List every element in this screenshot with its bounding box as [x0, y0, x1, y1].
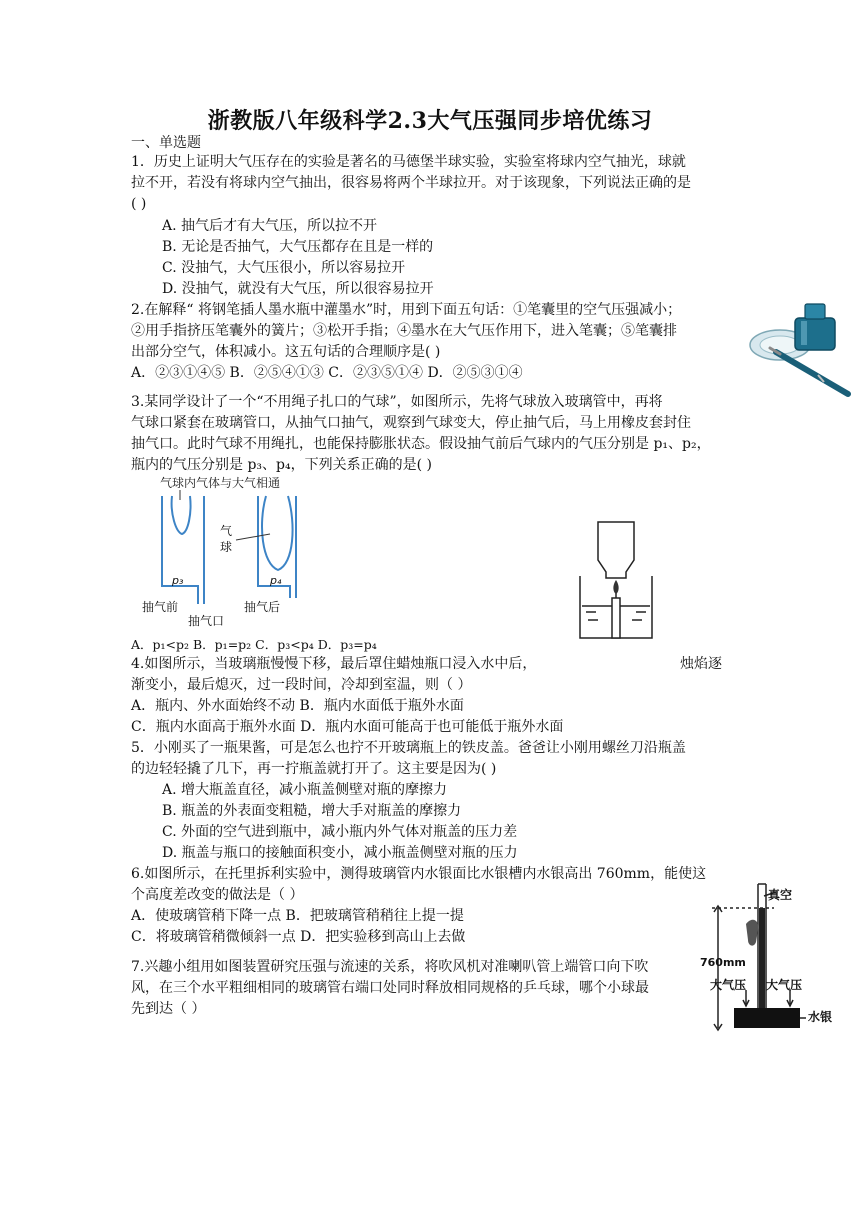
q3-line-3: 抽气口。此时气球不用绳扎，也能保持膨胀状态。假设抽气前后气球内的气压分别是 p₁、p₂， — [131, 436, 711, 452]
q6-options-ab: A．使玻璃管稍下降一点 B．把玻璃管稍稍往上提一提 — [131, 908, 464, 924]
torricelli-figure — [700, 880, 840, 1040]
q4-line-2: 渐变小，最后熄灭，过一段时间，冷却到室温，则（ ） — [131, 677, 472, 693]
q5-line-1: 5．小刚买了一瓶果酱，可是怎么也拧不开玻璃瓶上的铁皮盖。爸爸让小刚用螺丝刀沿瓶盖 — [131, 740, 686, 756]
q3-line-1: 3.某同学设计了一个“不用绳子扎口的气球”，如图所示，先将气球放入玻璃管中，再将 — [131, 394, 663, 410]
q1-line-3: ( ) — [131, 196, 147, 212]
candle-bottle-figure — [576, 520, 656, 644]
q5-option-c: C. 外面的空气进到瓶中，减小瓶内外气体对瓶盖的压力差 — [162, 824, 518, 840]
q5-line-2: 的边轻轻撬了几下，再一拧瓶盖就打开了。这主要是因为( ) — [131, 761, 497, 777]
fig-p4-label: p₄ — [270, 574, 282, 587]
height-label: 760mm — [700, 956, 746, 969]
q6-line-2: 个高度差改变的做法是（ ） — [131, 887, 304, 903]
atm-right-label: 大气压 — [766, 978, 803, 992]
q2-line-2: ②用手指挤压笔囊外的簧片；③松开手指；④墨水在大气压作用下，进入笔囊；⑤笔囊排 — [131, 323, 677, 339]
vacuum-label: 真空 — [768, 888, 793, 902]
fig-top-label: 气球内气体与大气相通 — [160, 476, 281, 490]
q1-line-2: 拉不开，若没有将球内空气抽出，很容易将两个半球拉开。对于该现象，下列说法正确的是 — [131, 175, 691, 191]
atm-left-label: 大气压 — [710, 978, 747, 992]
fig-p3-label: p₃ — [172, 574, 184, 587]
fig-before-label: 抽气前 — [142, 600, 179, 614]
q1-option-a: A. 抽气后才有大气压，所以拉不开 — [162, 218, 378, 234]
q7-line-2: 风，在三个水平粗细相同的玻璃管右端口处同时释放相同规格的乒乓球，哪个小球最 — [131, 980, 649, 996]
q2-options: A．②③①④⑤ B．②⑤④①③ C．②③⑤①④ D．②⑤③①④ — [131, 365, 523, 381]
page-title: 浙教版八年级科学2.3大气压强同步培优练习 — [207, 108, 653, 134]
mercury-label: 水银 — [808, 1010, 833, 1024]
q3-line-4: 瓶内的气压分别是 p₃、p₄，下列关系正确的是( ) — [131, 457, 432, 473]
fig-after-label: 抽气后 — [244, 600, 281, 614]
q4-options-ab: A．瓶内、外水面始终不动 B．瓶内水面低于瓶外水面 — [131, 698, 464, 714]
q6-options-cd: C．将玻璃管稍微倾斜一点 D．把实验移到高山上去做 — [131, 929, 466, 945]
q1-option-c: C. 没抽气，大气压很小，所以容易拉开 — [162, 260, 406, 276]
q3-options: A．p₁<p₂ B．p₁=p₂ C．p₃<p₄ D．p₃=p₄ — [131, 637, 377, 652]
q4-line-1b: 烛焰逐 — [680, 656, 722, 672]
fig-balloon-label-2: 球 — [220, 540, 233, 554]
q5-option-a: A. 增大瓶盖直径，减小瓶盖侧壁对瓶的摩擦力 — [162, 782, 448, 798]
q1-option-d: D. 没抽气，就没有大气压，所以很容易拉开 — [162, 281, 434, 297]
q4-line-1a: 4.如图所示，当玻璃瓶慢慢下移，最后罩住蜡烛瓶口浸入水中后， — [131, 656, 537, 672]
q2-line-1: 2.在解释“ 将钢笔插人墨水瓶中灌墨水”时，用到下面五句话：①笔囊里的空气压强减小； — [131, 302, 682, 318]
q5-option-d: D. 瓶盖与瓶口的接触面积变小，减小瓶盖侧壁对瓶的压力 — [162, 845, 518, 861]
balloon-tube-figure — [140, 474, 310, 628]
q6-line-1: 6.如图所示，在托里拆利实验中，测得玻璃管内水银面比水银槽内水银高出 760mm，能使这 — [131, 866, 707, 882]
q5-option-b: B. 瓶盖的外表面变粗糙，增大手对瓶盖的摩擦力 — [162, 803, 462, 819]
section-heading: 一、单选题 — [131, 135, 201, 151]
q7-line-3: 先到达（ ） — [131, 1001, 206, 1017]
q2-line-3: 出部分空气，体积减小。这五句话的合理顺序是( ) — [131, 344, 441, 360]
q3-line-2: 气球口紧套在玻璃管口，从抽气口抽气，观察到气球变大，停止抽气后，马上用橡皮套封住 — [131, 415, 691, 431]
fig-balloon-label-1: 气 — [220, 524, 233, 538]
q1-option-b: B. 无论是否抽气，大气压都存在且是一样的 — [162, 239, 434, 255]
q7-line-1: 7.兴趣小组用如图装置研究压强与流速的关系，将吹风机对准喇叭管上端管口向下吹 — [131, 959, 649, 975]
q1-line-1: 1．历史上证明大气压存在的实验是著名的马德堡半球实验，实验室将球内空气抽光，球就 — [131, 154, 686, 170]
ink-bottle-pen-figure — [748, 290, 854, 400]
fig-outlet-label: 抽气口 — [188, 614, 225, 628]
q4-options-cd: C．瓶内水面高于瓶外水面 D．瓶内水面可能高于也可能低于瓶外水面 — [131, 719, 564, 735]
